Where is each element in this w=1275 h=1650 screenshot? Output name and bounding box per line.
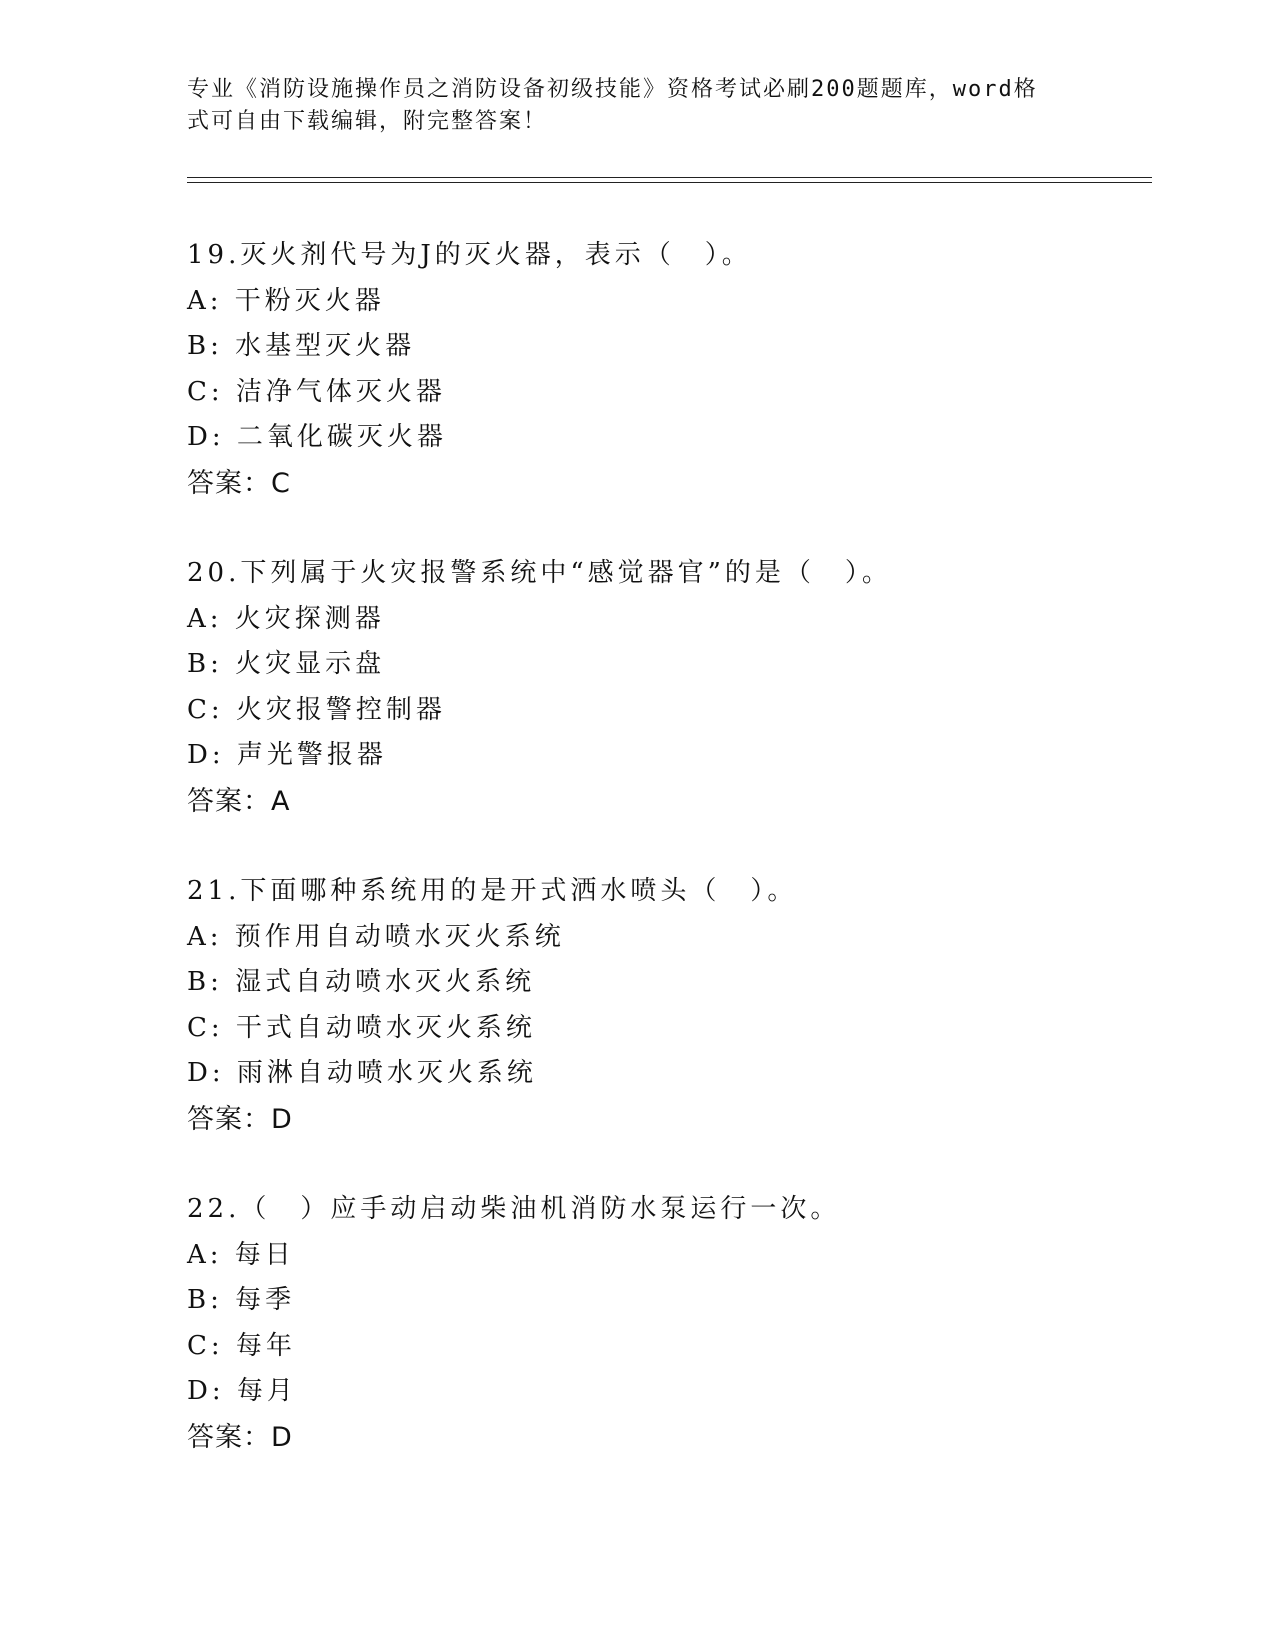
question-stem: 19.灭火剂代号为J的灭火器，表示（ ）。: [187, 240, 752, 270]
intro-line-1: 专业《消防设施操作员之消防设备初级技能》资格考试必刷200题题库，word格: [187, 77, 1038, 102]
question-stem: 21.下面哪种系统用的是开式洒水喷头（ ）。: [187, 876, 798, 906]
option-b: B: 每季: [187, 1285, 296, 1315]
header-divider-top: [187, 177, 1152, 178]
option-d: D: 二氧化碳灭火器: [187, 422, 447, 452]
document-intro: [187, 74, 1067, 138]
option-a: A: 预作用自动喷水灭火系统: [187, 921, 565, 952]
answer-line: 答案：A: [187, 785, 291, 817]
option-d: D: 声光警报器: [187, 740, 387, 770]
question-stem: 20.下列属于火灾报警系统中“感觉器官”的是（ ）。: [187, 558, 892, 588]
question-list: [187, 233, 1147, 1505]
question-block: [187, 551, 1147, 824]
answer-line: 答案：D: [187, 1421, 293, 1453]
option-d: D: 雨淋自动喷水灭火系统: [187, 1058, 537, 1088]
option-a: A: 火灾探测器: [187, 603, 385, 634]
question-stem: 22.（ ）应手动启动柴油机消防水泵运行一次。: [187, 1194, 841, 1224]
option-d: D: 每月: [187, 1376, 297, 1406]
option-c: C: 火灾报警控制器: [187, 694, 446, 725]
option-b: B: 火灾显示盘: [187, 649, 386, 679]
option-a: A: 每日: [187, 1239, 295, 1270]
option-b: B: 湿式自动喷水灭火系统: [187, 967, 536, 997]
intro-line-2: 式可自由下载编辑，附完整答案！: [187, 109, 548, 134]
answer-line: 答案：D: [187, 1103, 293, 1135]
option-b: B: 水基型灭火器: [187, 331, 416, 361]
question-block: [187, 869, 1147, 1142]
question-block: [187, 233, 1147, 506]
option-c: C: 干式自动喷水灭火系统: [187, 1012, 536, 1043]
option-a: A: 干粉灭火器: [187, 285, 385, 316]
question-block: [187, 1187, 1147, 1460]
header-divider-bottom: [187, 182, 1152, 183]
option-c: C: 洁净气体灭火器: [187, 376, 446, 407]
answer-line: 答案：C: [187, 467, 291, 499]
option-c: C: 每年: [187, 1330, 296, 1361]
